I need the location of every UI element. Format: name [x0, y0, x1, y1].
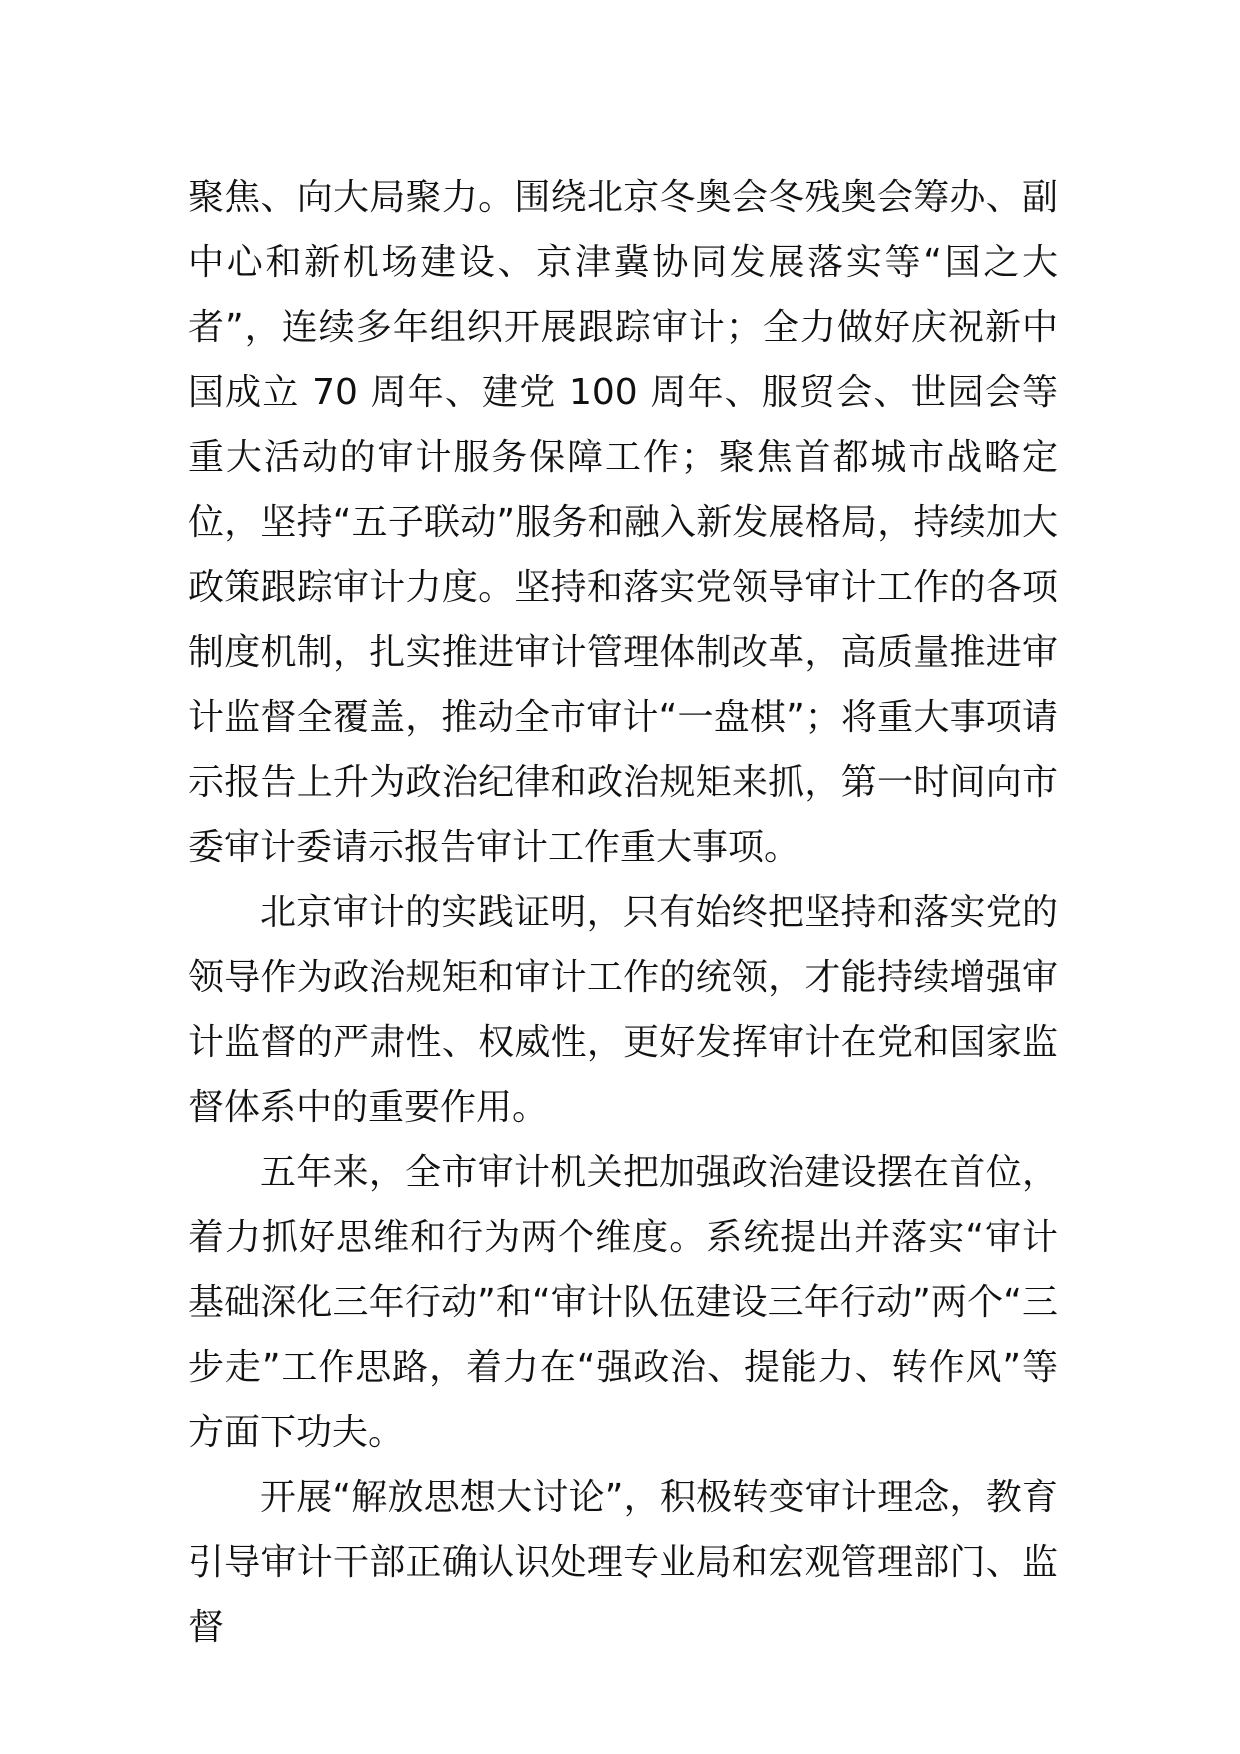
paragraph-4: 开展“解放思想大讨论”，积极转变审计理念，教育引导审计干部正确认识处理专业局和宏观管理部门、监督 [188, 1477, 1058, 1648]
paragraph-1: 聚焦、向大局聚力。围绕北京冬奥会冬残奥会筹办、副中心和新机场建设、京津冀协同发展落实等“国之大者”，连续多年组织开展跟踪审计；全力做好庆祝新中国成立 70 周年、建党 100 周年、服贸会、世园会等重大活动的审计服务保障工作；聚焦首都城市战略定位，坚持“五子联动”服务和融入新发展格局，持续加大政策跟踪审计力度。坚持和落实党领导审计工作的各项制度机制，扎实推进审计管理体制改革，高质量推进审计监督全覆盖，推动全市审计“一盘棋”；将重大事项请示报告上升为政治纪律和政治规矩来抓，第一时间向市委审计委请示报告审计工作重大事项。 [188, 177, 1058, 868]
paragraph-2: 北京审计的实践证明，只有始终把坚持和落实党的领导作为政治规矩和审计工作的统领，才能持续增强审计监督的严肃性、权威性，更好发挥审计在党和国家监督体系中的重要作用。 [188, 892, 1058, 1128]
body-text [188, 165, 1058, 1660]
paragraph-3: 五年来，全市审计机关把加强政治建设摆在首位，着力抓好思维和行为两个维度。系统提出并落实“审计基础深化三年行动”和“审计队伍建设三年行动”两个“三步走”工作思路，着力在“强政治、提能力、转作风”等方面下功夫。 [188, 1152, 1058, 1453]
